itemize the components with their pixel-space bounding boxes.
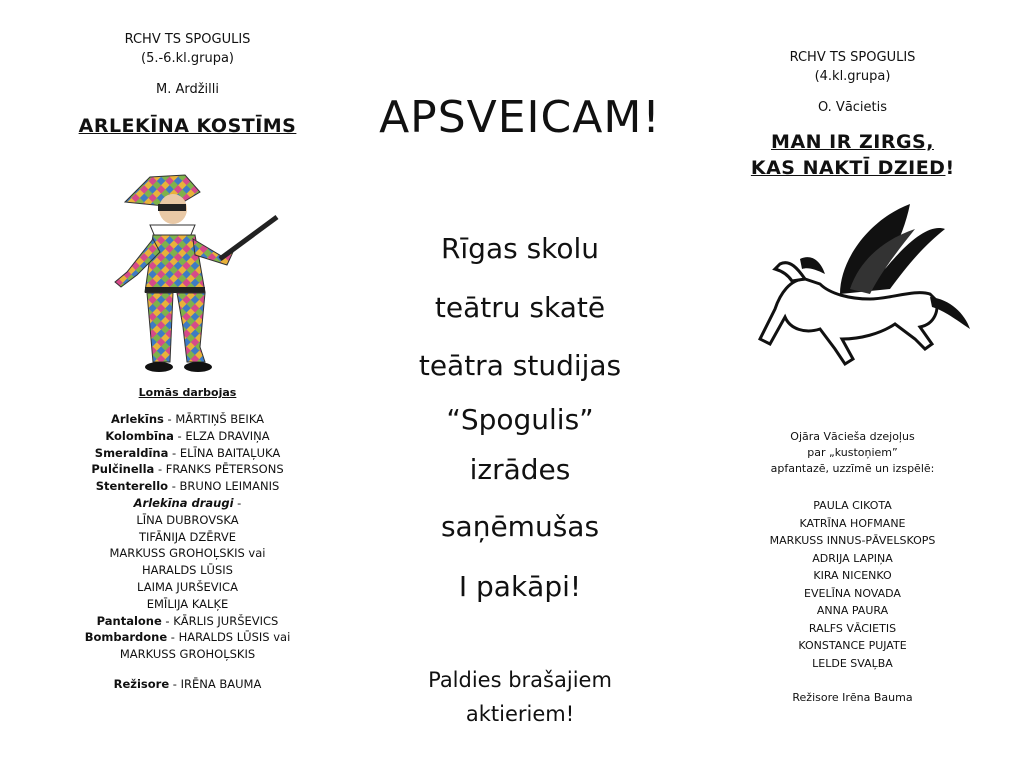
right-title-exclaim: ! — [945, 157, 955, 179]
cast-row — [55, 428, 320, 445]
congrat-line: teātru skatē — [434, 291, 606, 324]
right-cast-member: MARKUSS INNUS-PĀVELSKOPS — [769, 534, 936, 547]
cast-separator: - — [168, 445, 180, 460]
congrat-line: Rīgas skolu — [440, 232, 600, 265]
cast-role: Arlekīna draugi — [133, 495, 234, 510]
cast-friend: MARKUSS GROHOĻSKIS vai — [109, 546, 266, 561]
cast-friend: LAIMA JURŠEVICA — [137, 579, 238, 594]
congrat-line: saņēmušas — [440, 510, 600, 543]
cast-row — [55, 629, 320, 646]
right-cast-member: ANNA PAURA — [816, 604, 889, 617]
right-cast-member: KIRA NICENKO — [813, 569, 892, 582]
cast-separator: - — [167, 630, 179, 645]
cast-row — [55, 461, 320, 478]
left-director-sep: - — [169, 676, 181, 691]
right-column — [720, 48, 985, 706]
right-cast-member: ADRIJA LAPIŅA — [812, 551, 893, 565]
cast-separator: - — [154, 462, 166, 477]
right-intro-3: apfantazē, uzzīmē un izspēlē: — [770, 462, 935, 475]
left-author: M. Ardžilli — [155, 82, 219, 97]
pegasus-illustration — [720, 199, 985, 419]
right-cast-member: RALFS VĀCIETIS — [808, 621, 897, 635]
cast-row — [55, 478, 320, 495]
thanks-line-1: Paldies brašajiem — [428, 668, 612, 692]
cast-actor: KĀRLIS JURŠEVICS — [173, 613, 279, 628]
right-title-line-2: KAS NAKTĪ DZIED — [750, 157, 946, 179]
congrat-line: “Spogulis” — [446, 403, 594, 436]
right-cast-member: LELDE SVAĻBA — [812, 656, 893, 670]
right-author: O. Vācietis — [817, 100, 888, 115]
cast-role: Smeraldīna — [94, 445, 169, 460]
cast-role: Kolombīna — [105, 428, 174, 443]
cast-role: Arlekīns — [110, 412, 164, 426]
right-cast-member: KATRĪNA HOFMANE — [799, 516, 906, 530]
cast-separator: - — [168, 479, 180, 494]
left-column — [55, 30, 320, 691]
left-director — [55, 677, 320, 691]
right-intro — [720, 429, 985, 477]
left-director-role: Režisore — [113, 676, 170, 691]
left-play-title: ARLEKĪNA KOSTĪMS — [78, 115, 297, 137]
right-intro-2: par „kustoņiem” — [807, 446, 898, 459]
thanks-text — [370, 663, 670, 731]
right-director: Režisore Irēna Bauma — [792, 691, 913, 704]
cast-actor: HARALDS LŪSIS vai — [178, 630, 291, 645]
cast-separator: - — [163, 412, 176, 426]
cast-role: Stenterello — [95, 479, 169, 494]
cast-actor: BRUNO LEIMANIS — [179, 479, 280, 494]
thanks-line-2: aktieriem! — [465, 702, 575, 726]
cast-row — [55, 613, 320, 630]
cast-actor: ELZA DRAVIŅA — [185, 428, 270, 443]
right-intro-1: Ojāra Vācieša dzejoļus — [790, 430, 915, 443]
cast-friend: LĪNA DUBROVSKA — [136, 512, 239, 527]
left-school: RCHV TS SPOGULIS — [124, 32, 251, 47]
left-cast-list — [55, 411, 320, 663]
congrat-line: izrādes — [469, 453, 571, 486]
cast-row — [55, 445, 320, 462]
right-cast-list — [720, 497, 985, 672]
cast-friend: HARALDS LŪSIS — [142, 563, 233, 578]
left-group: (5.-6.kl.grupa) — [141, 51, 234, 66]
cast-actor: ELĪNA BAITAĻUKA — [179, 445, 281, 460]
right-group: (4.kl.grupa) — [814, 69, 891, 84]
cast-friend: TIFĀNIJA DZĒRVE — [138, 529, 237, 544]
cast-separator: - — [161, 613, 174, 628]
left-cast-heading: Lomās darbojas — [138, 386, 237, 399]
cast-actor-extra: MARKUSS GROHOĻSKIS — [119, 647, 256, 662]
cast-actor: FRANKS PĒTERSONS — [165, 462, 284, 477]
right-play-title — [720, 129, 985, 181]
right-title-line-1: MAN IR ZIRGS, — [771, 131, 934, 153]
cast-row — [55, 495, 320, 512]
cast-role: Pulčinella — [91, 462, 155, 477]
left-director-name: IRĒNA BAUMA — [180, 676, 262, 691]
cast-role: Pantalone — [96, 613, 162, 628]
cast-role: Bombardone — [84, 630, 168, 645]
congrat-line: I pakāpi! — [458, 570, 582, 603]
harlequin-illustration — [55, 147, 320, 382]
right-cast-member: KONSTANCE PUJATE — [798, 639, 907, 652]
congrat-line: teātra studijas — [418, 349, 622, 382]
right-cast-member: PAULA CIKOTA — [813, 499, 892, 512]
cast-separator: - — [173, 428, 186, 443]
right-cast-member: EVELĪNA NOVADA — [804, 586, 901, 600]
cast-actor: MĀRTIŅŠ BEIKA — [175, 412, 265, 426]
cast-friend: EMĪLIJA KALĶE — [146, 596, 229, 611]
right-school: RCHV TS SPOGULIS — [789, 50, 916, 65]
cast-separator: - — [233, 495, 242, 510]
cast-row — [55, 411, 320, 428]
headline: APSVEICAM! — [379, 92, 661, 143]
